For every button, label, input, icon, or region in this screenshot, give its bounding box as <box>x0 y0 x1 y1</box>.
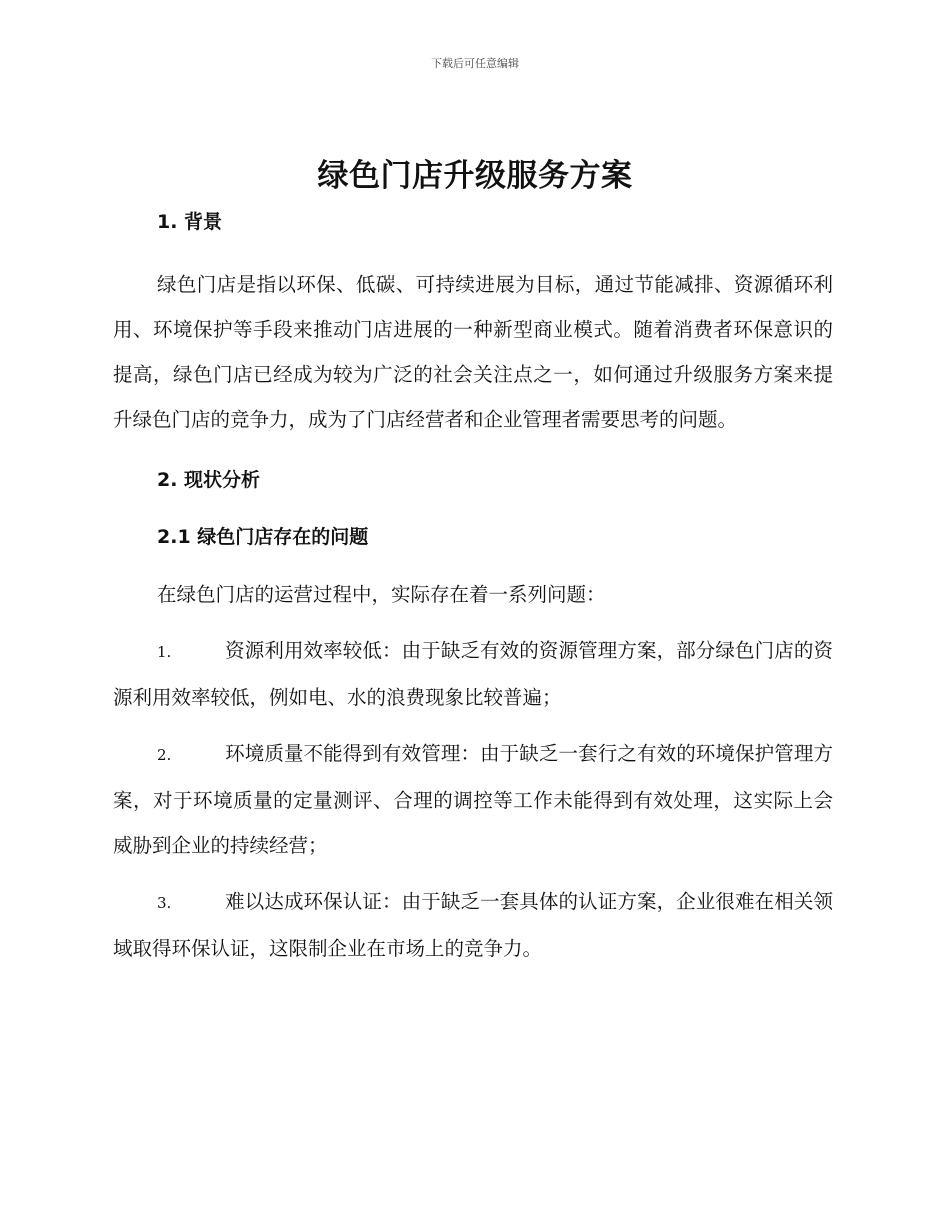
document-body <box>113 205 833 971</box>
list-item-text: 难以达成环保认证：由于缺乏一套具体的认证方案，企业很难在相关领域取得环保认证，这限制企业在市场上的竞争力。 <box>113 890 833 960</box>
problem-list-item <box>113 731 833 868</box>
subsection-heading-problems: 2.1 绿色门店存在的问题 <box>157 526 369 548</box>
list-item-number: 1. <box>157 643 172 661</box>
section-heading-background: 1. 背景 <box>157 211 223 233</box>
problem-list-item <box>113 628 833 720</box>
list-item-text: 资源利用效率较低：由于缺乏有效的资源管理方案，部分绿色门店的资源利用效率较低，例如电、水的浪费现象比较普遍； <box>113 639 833 709</box>
problem-list-item <box>113 879 833 971</box>
list-item-number: 3. <box>157 894 172 912</box>
document-title: 绿色门店升级服务方案 <box>317 158 633 194</box>
list-item-text: 环境质量不能得到有效管理：由于缺乏一套行之有效的环境保护管理方案，对于环境质量的定量测评、合理的调控等工作未能得到有效处理，这实际上会威胁到企业的持续经营； <box>113 742 833 857</box>
list-item-number: 2. <box>157 746 172 764</box>
section-heading-analysis: 2. 现状分析 <box>157 469 261 491</box>
background-paragraph: 绿色门店是指以环保、低碳、可持续进展为目标，通过节能减排、资源循环利用、环境保护等手段来推动门店进展的一种新型商业模式。随着消费者环保意识的提高，绿色门店已经成为较为广泛的社会关注点之一，如何通过升级服务方案来提升绿色门店的竞争力，成为了门店经营者和企业管理者需要思考的问题。 <box>113 273 833 431</box>
problems-intro-paragraph: 在绿色门店的运营过程中，实际存在着一系列问题： <box>157 583 606 606</box>
page-header-note: 下载后可任意编辑 <box>431 57 519 70</box>
